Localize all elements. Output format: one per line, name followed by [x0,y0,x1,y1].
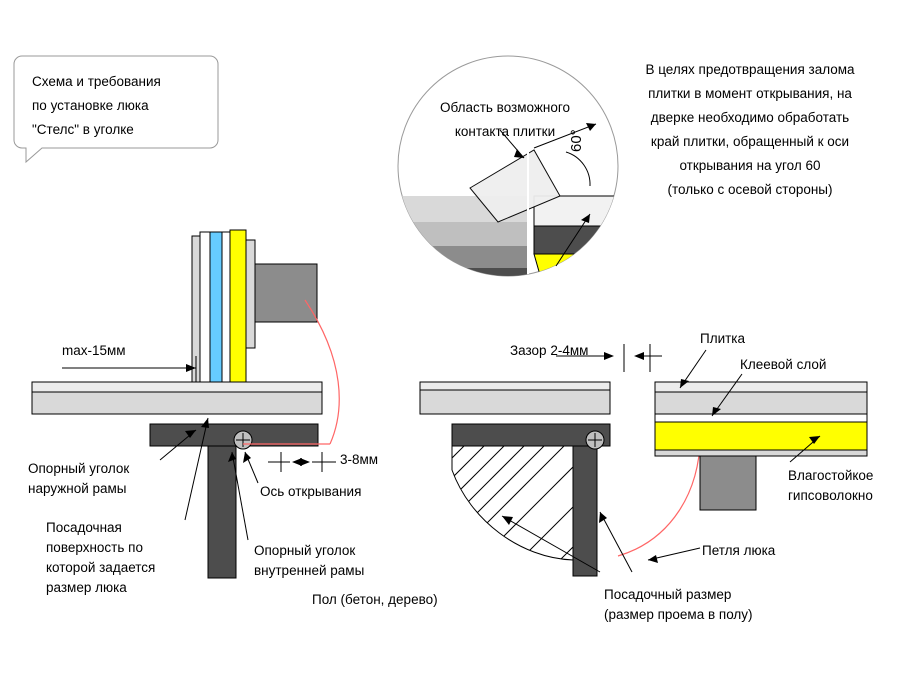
gap-dimension-label: 3-8мм [340,452,379,467]
note-line-1: В целях предотвращения залома [645,62,855,77]
tile-label: Плитка [700,331,746,346]
angle-label: 60° [568,129,585,152]
clearance-dimension-label: Зазор 2-4мм [510,343,589,358]
title-callout-line-3: "Стелс" в уголке [32,122,134,137]
floor-label: Пол (бетон, дерево) [312,592,438,607]
gypsum-label-line-1: Влагостойкое [788,468,874,483]
contact-area-label-line-1: Область возможного [439,100,571,115]
note-line-4: край плитки, обращенный к оси [650,134,850,149]
seat-size-label-line-2: (размер проема в полу) [604,607,753,622]
hinge-label: Петля люка [702,543,776,558]
inner-frame-label-line-2: внутренней рамы [254,563,365,578]
outer-frame-label-line-1: Опорный уголок [28,461,130,476]
axis-label: Ось открывания [260,484,362,499]
title-callout-line-2: по установке люка [32,98,149,113]
note-line-6: (только с осевой стороны) [667,182,833,197]
note-line-3: дверке необходимо обработать [650,110,850,125]
seat-size-label-line-1: Посадочный размер [604,587,732,602]
max-dimension-label: max-15мм [62,343,126,358]
detail-circle-group [398,56,624,300]
note-line-5: открывания на угол 60 [679,158,821,173]
seat-surface-label-line-1: Посадочная [46,520,122,535]
outer-frame-label-line-2: наружной рамы [28,481,127,496]
glue-layer-label: Клеевой слой [740,357,827,372]
seat-surface-label-line-4: размер люка [46,580,127,595]
contact-area-label-line-2: контакта плитки [454,124,556,139]
gypsum-label-line-2: гипсоволокно [788,488,873,503]
seat-surface-label-line-3: которой задается [46,560,156,575]
inner-frame-label-line-1: Опорный уголок [254,543,356,558]
note-line-2: плитки в момент открывания, на [648,86,852,101]
title-callout-line-1: Схема и требования [32,74,161,89]
seat-surface-label-line-2: поверхность по [46,540,143,555]
